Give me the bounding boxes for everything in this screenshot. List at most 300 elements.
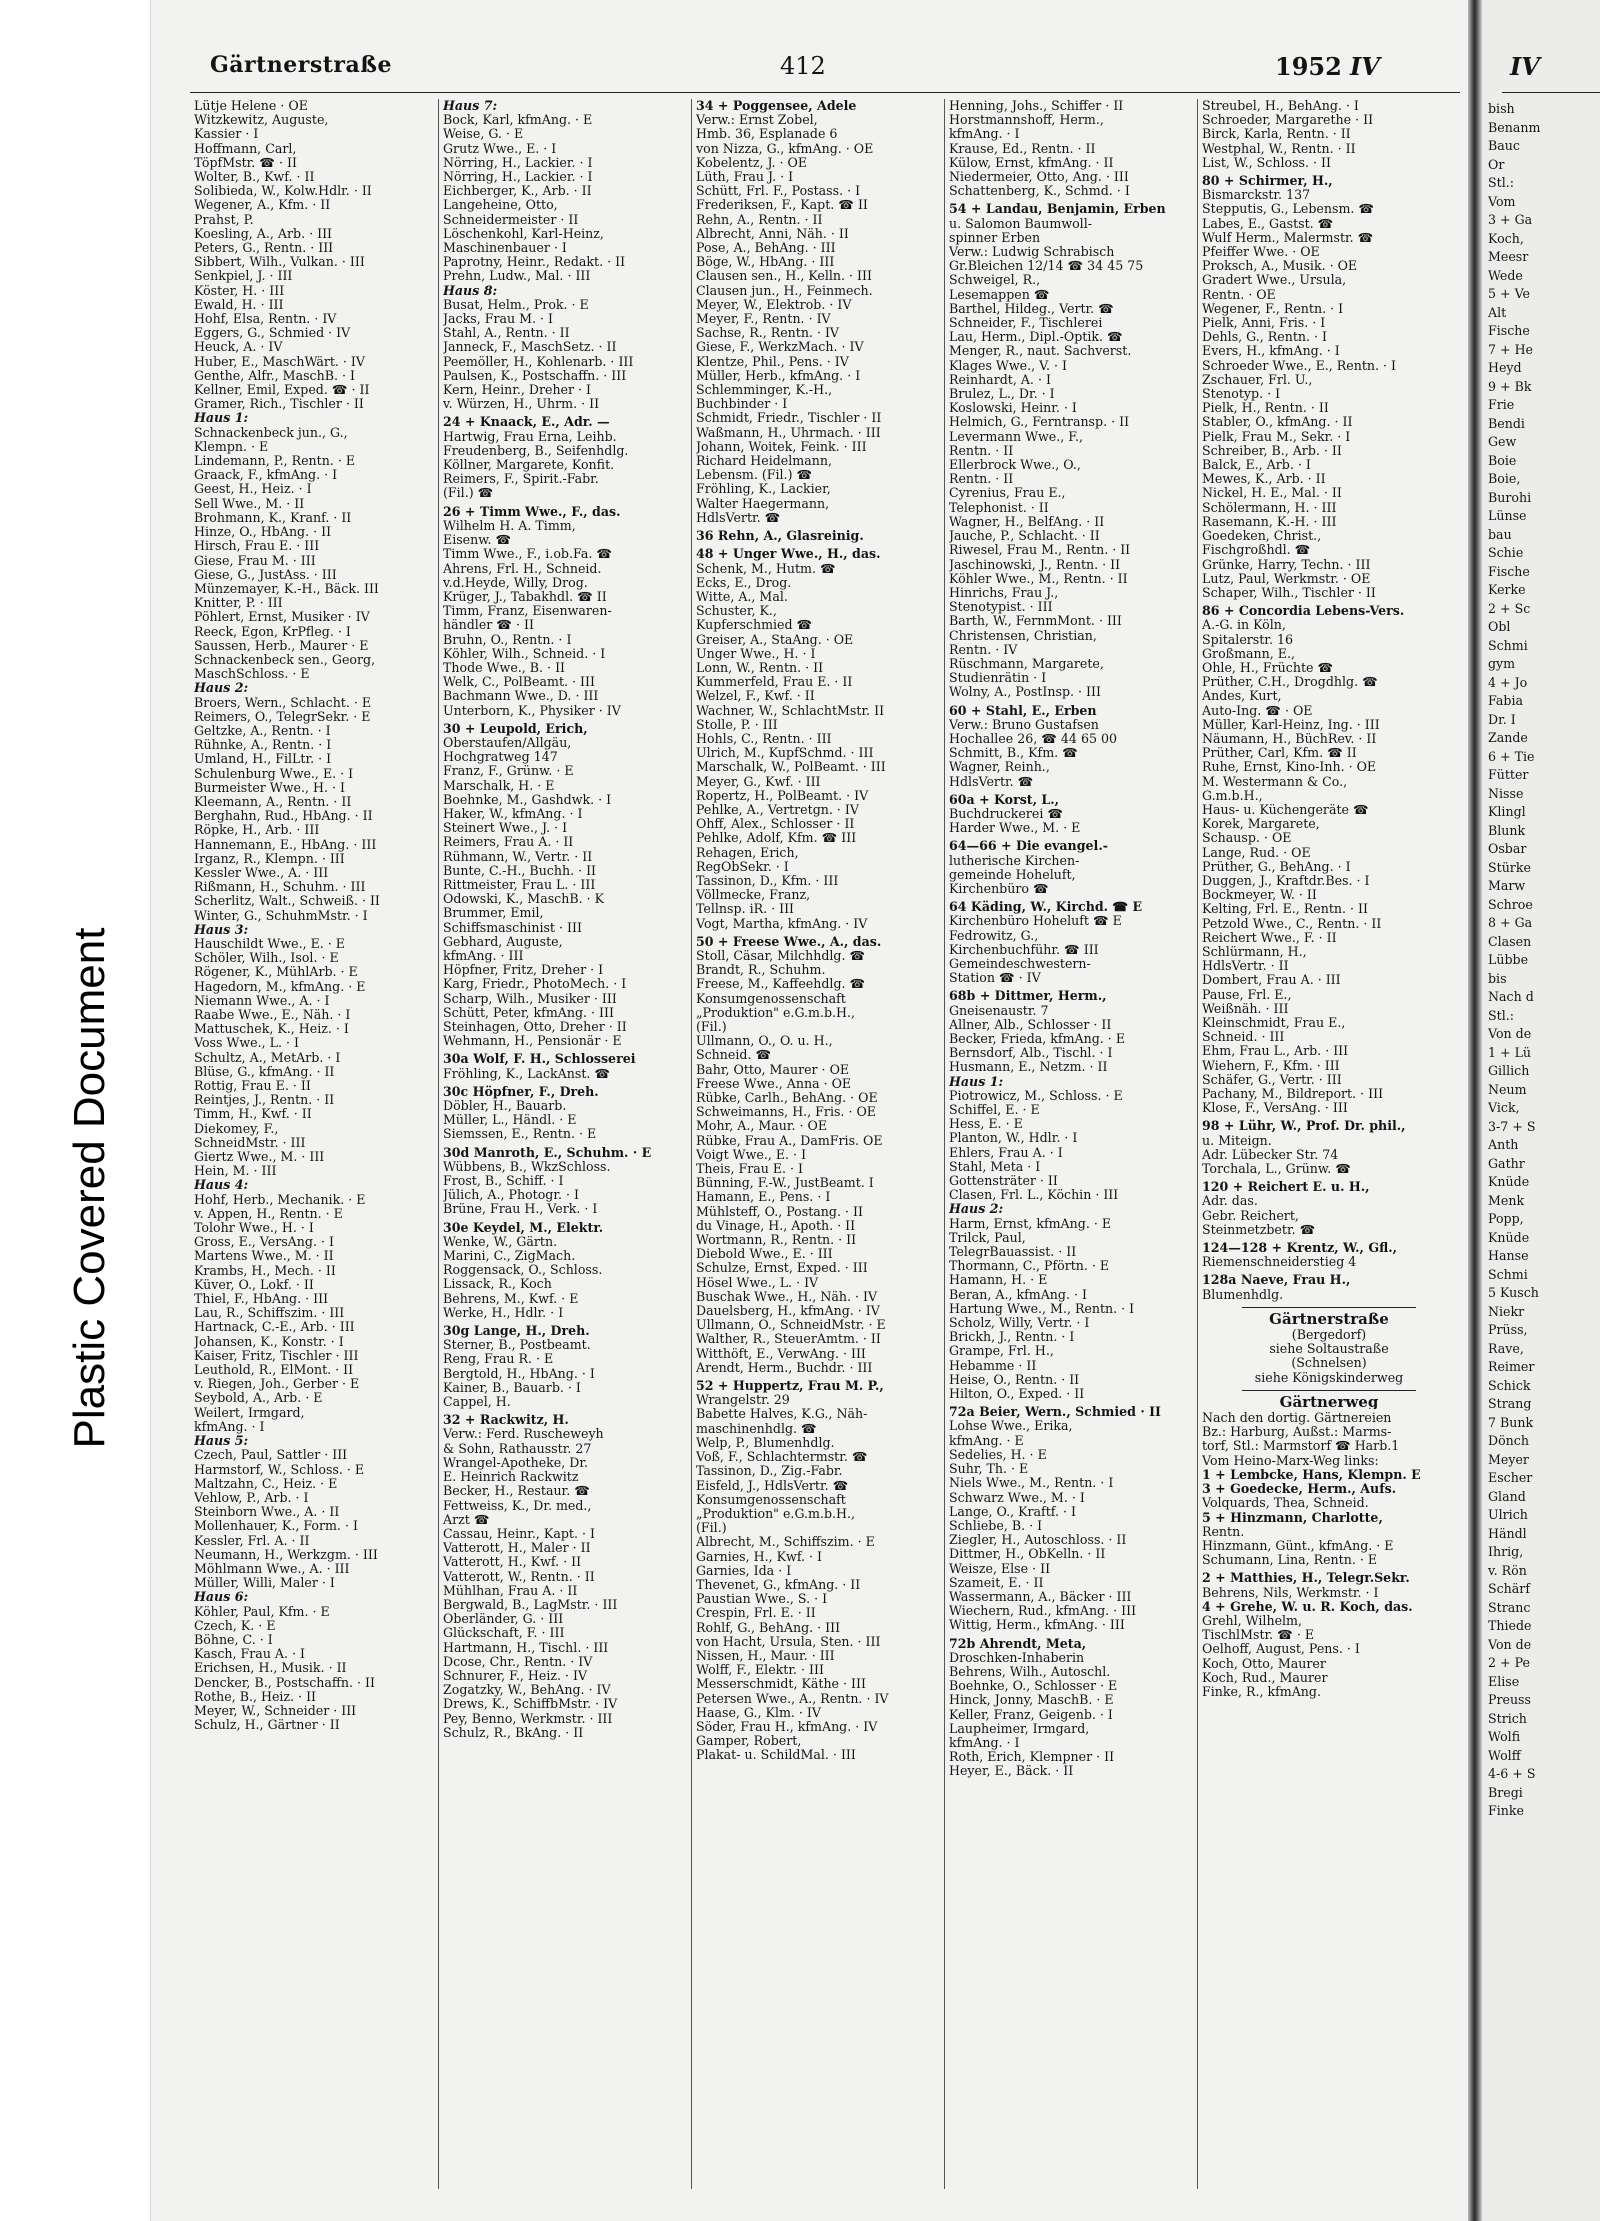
resident-entry: Heise, O., Rentn. · II — [949, 1372, 1080, 1387]
resident-entry: Verw.: Bruno Gustafsen — [949, 717, 1099, 732]
resident-entry: Marini, C., ZigMach. — [443, 1249, 576, 1264]
resident-entry: Hohls, C., Rentn. · III — [696, 731, 832, 746]
adjacent-page-fragment: Knüde — [1488, 1174, 1530, 1189]
resident-entry: Schaper, Wilh., Tischler · II — [1202, 585, 1376, 600]
house-number-entry: 30g Lange, H., Dreh. — [443, 1324, 590, 1339]
resident-entry: Gamper, Robert, — [696, 1734, 802, 1749]
resident-entry: Riemenschneiderstieg 4 — [1202, 1255, 1357, 1270]
house-number-entry: 32 + Rackwitz, H. — [443, 1413, 569, 1428]
resident-entry: Torchala, L., Grünw. ☎ — [1202, 1162, 1351, 1177]
resident-entry: Schöler, Wilh., Isol. · E — [194, 951, 339, 966]
resident-entry: Stahl, A., Rentn. · II — [443, 326, 570, 341]
adjacent-page-fragment: Gathr — [1488, 1155, 1525, 1171]
resident-entry: Odowski, K., MaschB. · K — [443, 892, 605, 907]
adjacent-page-fragment: Meyer — [1488, 1451, 1529, 1467]
resident-entry: Berghahn, Rud., HbAng. · II — [194, 809, 373, 824]
resident-entry: Stahl, Meta · I — [949, 1159, 1041, 1174]
resident-entry: Maschinenbauer · I — [443, 241, 567, 256]
house-number-entry: 1 + Lembcke, Hans, Klempn. E — [1202, 1467, 1421, 1482]
resident-entry: Goedeken, Christ., — [1202, 529, 1322, 544]
resident-entry: Pehlke, Adolf, Kfm. ☎ III — [696, 831, 857, 846]
resident-entry: Rottig, Frau E. · II — [194, 1079, 311, 1094]
resident-entry: Wagner, Reinh., — [949, 760, 1050, 775]
resident-entry: Wolter, B., Kwf. · II — [194, 170, 315, 185]
resident-entry: u. Salomon Baumwoll- — [949, 216, 1092, 231]
resident-entry: Wegener, A., Kfm. · II — [194, 198, 331, 213]
resident-entry: Suhr, Th. · E — [949, 1462, 1029, 1477]
resident-entry: Barthel, Hildeg., Vertr. ☎ — [949, 301, 1114, 316]
resident-entry: kfmAng. · I — [949, 127, 1020, 142]
resident-entry: Adr. das. — [1202, 1194, 1258, 1209]
resident-entry: Thode Wwe., B. · II — [443, 660, 566, 675]
resident-entry: Voß, F., Schlachtermstr. ☎ — [696, 1450, 868, 1465]
adjacent-page-text — [1488, 100, 1600, 2210]
adjacent-page-fragment: Menk — [1488, 1192, 1525, 1208]
page-number: 412 — [780, 52, 826, 80]
resident-entry: Allner, Alb., Schlosser · II — [949, 1017, 1112, 1032]
street-reference: siehe Königskinderweg — [1254, 1370, 1404, 1385]
directory-column-4 — [944, 99, 1197, 2189]
resident-entry: u. Miteign. — [1202, 1133, 1272, 1148]
house-subheading: Haus 2: — [194, 681, 249, 696]
adjacent-page-fragment: 1 + Lü — [1488, 1044, 1532, 1060]
resident-entry: Kirchenbüro ☎ — [949, 881, 1049, 896]
resident-entry: (Fil.) — [696, 1521, 727, 1536]
adjacent-page-fragment: Fabia — [1488, 693, 1523, 708]
resident-entry: Schwarz Wwe., M. · I — [949, 1490, 1085, 1505]
left-margin — [0, 0, 151, 2221]
resident-entry: Menger, R., naut. Sachverst. — [949, 344, 1132, 359]
resident-entry: Schnackenbeck sen., Georg, — [194, 652, 376, 667]
resident-entry: Scholz, Willy, Vertr. · I — [949, 1316, 1090, 1331]
resident-entry: Voigt Wwe., E. · I — [696, 1147, 807, 1162]
directory-column-1 — [190, 99, 438, 2189]
resident-entry: Weise, G. · E — [443, 127, 524, 142]
resident-entry: Krüger, J., Tabakhdl. ☎ II — [443, 589, 607, 604]
resident-entry: Czech, Paul, Sattler · III — [194, 1448, 348, 1463]
resident-entry: kfmAng. · I — [194, 1419, 265, 1434]
directory-column-5 — [1197, 99, 1460, 2189]
resident-entry: Meyer, F., Rentn. · IV — [696, 312, 831, 327]
resident-entry: Münzemayer, K.-H., Bäck. III — [194, 581, 379, 596]
resident-entry: Gross, E., VersAng. · I — [194, 1235, 334, 1250]
resident-entry: Welk, C., PolBeamt. · III — [443, 675, 595, 690]
resident-entry: Piotrowicz, M., Schloss. · E — [949, 1088, 1123, 1103]
adjacent-page-fragment: Wolff — [1488, 1747, 1521, 1763]
resident-entry: Gr.Bleichen 12/14 ☎ 34 45 75 — [949, 259, 1144, 274]
resident-entry: Müller, Herb., kfmAng. · I — [696, 368, 861, 383]
resident-entry: Lange, Rud. · OE — [1202, 845, 1311, 860]
resident-entry: Sell Wwe., M. · II — [194, 496, 305, 511]
house-number-entry: 34 + Poggensee, Adele — [696, 99, 857, 113]
resident-entry: Buchbinder · I — [696, 397, 788, 412]
resident-entry: Schreiber, B., Arb. · II — [1202, 443, 1342, 458]
resident-entry: Marschalk, H. · E — [443, 778, 555, 793]
resident-entry: Meyer, W., Schneider · III — [194, 1703, 357, 1718]
resident-entry: Diebold Wwe., E. · III — [696, 1247, 833, 1262]
house-number-entry: 26 + Timm Wwe., F., das. — [443, 504, 621, 519]
adjacent-page-fragment: Prüss, — [1488, 1322, 1528, 1337]
house-number-entry: 3 + Goedecke, Herm., Aufs. — [1202, 1482, 1397, 1497]
resident-entry: Pielk, Anni, Fris. · I — [1202, 316, 1326, 331]
resident-entry: Tassinon, D., Kfm. · III — [696, 873, 839, 888]
resident-entry: Pose, A., BehAng. · III — [696, 241, 836, 256]
resident-entry: Grutz Wwe., E. · I — [443, 141, 557, 156]
resident-entry: Löschenkohl, Karl-Heinz, — [443, 226, 604, 241]
resident-entry: Köster, H. · III — [194, 283, 285, 298]
adjacent-page-fragment: Gland — [1488, 1488, 1526, 1504]
resident-entry: Dittmer, H., ObKelln. · II — [949, 1547, 1106, 1562]
resident-entry: Reinhardt, A. · I — [949, 372, 1051, 387]
adjacent-page-fragment: Wolfi — [1488, 1729, 1521, 1744]
resident-entry: Schnurer, F., Heiz. · IV — [443, 1668, 588, 1683]
resident-entry: Lebensm. (Fil.) ☎ — [696, 468, 813, 483]
resident-entry: Barth, W., FernmMont. · III — [949, 614, 1122, 629]
resident-entry: HdlsVertr. ☎ — [696, 510, 781, 525]
adjacent-page-fragment: Blunk — [1488, 822, 1526, 838]
resident-entry: TelegrBauassist. · II — [949, 1245, 1077, 1260]
resident-entry: Thevenet, G., kfmAng. · II — [696, 1577, 861, 1592]
resident-entry: Sibbert, Wilh., Vulkan. · III — [194, 255, 365, 270]
resident-entry: Krause, Ed., Rentn. · II — [949, 141, 1096, 156]
resident-entry: Station ☎ · IV — [949, 971, 1041, 986]
house-number-entry: 80 + Schirmer, H., — [1202, 174, 1333, 189]
resident-entry: Köllner, Margarete, Konfit. — [443, 458, 615, 473]
resident-entry: Kummerfeld, Frau E. · II — [696, 675, 853, 690]
resident-entry: Vehlow, P., Arb. · I — [194, 1490, 309, 1505]
resident-entry: Schmitt, B., Kfm. ☎ — [949, 746, 1078, 761]
directory-column-2 — [438, 99, 691, 2189]
adjacent-page-fragment: 6 + Tie — [1488, 748, 1535, 764]
resident-entry: Winter, G., SchuhmMstr. · I — [194, 908, 368, 923]
plastic-covered-stamp: Plastic Covered Document — [65, 927, 114, 1449]
resident-entry: Hirsch, Frau E. · III — [194, 539, 320, 554]
resident-entry: Welzel, F., Kwf. · II — [696, 689, 815, 704]
resident-entry: Heyer, E., Bäck. · II — [949, 1764, 1074, 1779]
adjacent-page-fragment: 9 + Bk — [1488, 378, 1532, 394]
resident-entry: Rentn. · II — [949, 472, 1014, 487]
resident-entry: Rehn, A., Rentn. · II — [696, 212, 823, 227]
resident-entry: Klose, F., VersAng. · III — [1202, 1101, 1348, 1116]
resident-entry: Hmb. 36, Esplanade 6 — [696, 127, 838, 142]
resident-entry: Adr. Lübecker Str. 74 — [1202, 1147, 1339, 1162]
adjacent-page-fragment: Ihrig, — [1488, 1544, 1524, 1559]
resident-entry: Roggensack, O., Schloss. — [443, 1263, 603, 1278]
resident-entry: Gramer, Rich., Tischler · II — [194, 397, 364, 412]
resident-entry: Schroeder Wwe., E., Rentn. · I — [1202, 358, 1396, 373]
adjacent-page-fragment: Schick — [1488, 1377, 1531, 1393]
resident-entry: Schattenberg, K., Schmd. · I — [949, 184, 1130, 199]
resident-entry: Weisze, Else · II — [949, 1561, 1051, 1576]
adjacent-page-fragment: Boie, — [1488, 471, 1521, 486]
resident-entry: Wagner, H., BelfAng. · II — [949, 514, 1105, 529]
resident-entry: kfmAng. · III — [443, 948, 524, 963]
resident-entry: Kassier · I — [194, 127, 259, 142]
resident-entry: M. Westermann & Co., — [1202, 774, 1348, 789]
resident-entry: Grünke, Harry, Techn. · III — [1202, 557, 1371, 572]
resident-entry: Wilhelm H. A. Timm, — [443, 518, 576, 533]
resident-entry: Labes, E., Gastst. ☎ — [1202, 216, 1334, 231]
resident-entry: Freese Wwe., Anna · OE — [696, 1076, 852, 1091]
resident-entry: Freese, M., Kaffeehdlg. ☎ — [696, 977, 866, 992]
resident-entry: Schroeder, Margarethe · II — [1202, 113, 1374, 128]
resident-entry: (Fil.) — [696, 1020, 727, 1034]
resident-entry: Ecks, E., Drog. — [696, 575, 792, 590]
house-subheading: Haus 1: — [194, 411, 249, 426]
resident-entry: Bunte, C.-H., Buchh. · II — [443, 863, 597, 878]
adjacent-page-fragment: Fische — [1488, 563, 1530, 579]
resident-entry: Diekomey, F., — [194, 1121, 279, 1136]
resident-entry: Schulz, R., BkAng. · II — [443, 1725, 584, 1740]
resident-entry: Koslowski, Heinr. · I — [949, 401, 1077, 416]
resident-entry: v.d.Heyde, Willy, Drog. — [443, 575, 588, 590]
resident-entry: Hösel Wwe., L. · IV — [696, 1275, 819, 1290]
resident-entry: Bruhn, O., Rentn. · I — [443, 632, 572, 647]
resident-entry: Schiffel, E. · E — [949, 1103, 1040, 1118]
resident-entry: Giertz Wwe., M. · III — [194, 1150, 325, 1165]
resident-entry: Schölermann, H. · III — [1202, 500, 1337, 515]
resident-entry: Oberstaufen/Allgäu, — [443, 735, 572, 750]
resident-entry: Volquards, Thea, Schneid. — [1202, 1496, 1369, 1511]
house-number-entry: 50 + Freese Wwe., A., das. — [696, 934, 882, 949]
resident-entry: Ruhe, Ernst, Kino-Inh. · OE — [1202, 760, 1377, 775]
resident-entry: Lange, O., Kraftf. · I — [949, 1504, 1076, 1519]
adjacent-page-fragment: Neum — [1488, 1081, 1527, 1097]
resident-entry: Rögener, K., MühlArb. · E — [194, 965, 358, 980]
resident-entry: Johann, Woitek, Feink. · III — [696, 439, 867, 454]
resident-entry: Walther, R., SteuerAmtm. · II — [696, 1332, 881, 1347]
resident-entry: Johansen, K., Konstr. · I — [194, 1334, 344, 1349]
section-rule — [1242, 1307, 1416, 1308]
resident-entry: Hartmann, H., Tischl. · III — [443, 1640, 609, 1655]
resident-entry: Paulsen, K., Postschaffn. · III — [443, 368, 627, 383]
resident-entry: Vatterott, H., Maler · II — [443, 1541, 591, 1556]
resident-entry: Bernsdorf, Alb., Tischl. · I — [949, 1046, 1113, 1061]
house-number-entry: 98 + Lühr, W., Prof. Dr. phil., — [1202, 1119, 1406, 1134]
resident-entry: Irganz, R., Klempn. · III — [194, 851, 345, 866]
resident-entry: Nickel, H. E., Mal. · II — [1202, 486, 1342, 501]
adjacent-page-fragment: 2 + Sc — [1488, 600, 1531, 616]
resident-entry: Rentn. · II — [949, 443, 1014, 458]
resident-entry: Steinmetzbetr. ☎ — [1202, 1222, 1316, 1237]
resident-entry: Rothe, B., Heiz. · II — [194, 1689, 317, 1704]
resident-entry: Geltzke, A., Rentn. · I — [194, 723, 331, 738]
resident-entry: Kasch, Frau A. · I — [194, 1647, 306, 1662]
resident-entry: Stepputis, G., Lebensm. ☎ — [1202, 202, 1375, 217]
resident-entry: Nach den dortig. Gärtnereien — [1202, 1411, 1392, 1426]
resident-entry: Scharp, Wilh., Musiker · III — [443, 991, 617, 1006]
house-number-entry: 36 Rehn, A., Glasreinig. — [696, 529, 864, 544]
resident-entry: Ellerbrock Wwe., O., — [949, 458, 1081, 473]
house-subheading: Haus 2: — [949, 1202, 1004, 1217]
resident-entry: Lau, R., Schiffszim. · III — [194, 1306, 345, 1321]
house-number-entry: 60 + Stahl, E., Erben — [949, 703, 1097, 718]
resident-entry: Pachany, M., Bildreport. · III — [1202, 1087, 1384, 1102]
resident-entry: Fischgroßhdl. ☎ — [1202, 543, 1311, 558]
resident-entry: Tassinon, D., Zig.-Fabr. — [696, 1464, 843, 1479]
adjacent-page-fragment: Lübbe — [1488, 952, 1529, 967]
adjacent-page-fragment: Vick, — [1488, 1100, 1520, 1115]
resident-entry: Ohle, H., Früchte ☎ — [1202, 660, 1334, 675]
resident-entry: Dehls, G., Rentn. · I — [1202, 330, 1327, 345]
adjacent-page-fragment: Preuss — [1488, 1692, 1531, 1707]
directory-column-3 — [691, 99, 944, 2189]
resident-entry: HdlsVertr. ☎ — [949, 774, 1034, 789]
resident-entry: Nörring, H., Lackier. · I — [443, 170, 593, 185]
resident-entry: Kleinschmidt, Frau E., — [1202, 1016, 1346, 1030]
resident-entry: Schütt, Peter, kfmAng. · III — [443, 1005, 614, 1020]
resident-entry: v. Appen, H., Rentn. · E — [194, 1206, 343, 1221]
resident-entry: Ahrens, Frl. H., Schneid. — [443, 561, 602, 576]
resident-entry: Waßmann, H., Uhrmach. · III — [696, 425, 881, 440]
resident-entry: Prüther, Carl, Kfm. ☎ II — [1202, 746, 1357, 761]
resident-entry: RegObSekr. · I — [696, 859, 789, 874]
resident-entry: G.m.b.H., — [1202, 788, 1263, 803]
resident-entry: Prüther, G., BehAng. · I — [1202, 859, 1351, 874]
resident-entry: Mühlsteff, O., Postang. · II — [696, 1204, 863, 1219]
adjacent-page-fragment: Strang — [1488, 1396, 1532, 1411]
resident-entry: Hochallee 26, ☎ 44 65 00 — [949, 731, 1118, 746]
house-subheading: Haus 8: — [443, 283, 498, 298]
adjacent-page-fragment: Kerke — [1488, 582, 1526, 597]
resident-entry: Bismarckstr. 137 — [1202, 188, 1311, 203]
resident-entry: Laupheimer, Irmgard, — [949, 1721, 1090, 1736]
resident-entry: Böge, W., HbAng. · III — [696, 255, 835, 270]
adjacent-page-fragment: Schärf — [1488, 1581, 1530, 1596]
adjacent-page-fragment: Clasen — [1488, 933, 1532, 949]
resident-entry: Greiser, A., StaAng. · OE — [696, 632, 854, 647]
resident-entry: Frederiksen, F., Kapt. ☎ II — [696, 198, 868, 213]
resident-entry: Schütt, Frl. F., Postass. · I — [696, 184, 861, 199]
resident-entry: Stolle, P. · III — [696, 717, 778, 732]
resident-entry: Dcose, Chr., Rentn. · IV — [443, 1654, 593, 1669]
resident-entry: Hinze, O., HbAng. · II — [194, 525, 332, 540]
resident-entry: A.-G. in Köln, — [1202, 618, 1286, 633]
resident-entry: Jaschinowski, J., Rentn. · II — [949, 557, 1121, 572]
resident-entry: Genthe, Alfr., MaschB. · I — [194, 368, 355, 383]
resident-entry: Wrangel-Apotheke, Dr. — [443, 1455, 589, 1470]
adjacent-page-fragment: Burohi — [1488, 489, 1532, 505]
house-number-entry: 2 + Matthies, H., Telegr.Sekr. — [1202, 1571, 1410, 1586]
adjacent-page-fragment: 2 + Pe — [1488, 1655, 1530, 1670]
resident-entry: Schulz, H., Gärtner · II — [194, 1718, 340, 1733]
resident-entry: Wübbens, B., WkzSchloss. — [443, 1159, 611, 1174]
resident-entry: Wehmann, H., Pensionär · E — [443, 1034, 622, 1049]
adjacent-page-fragment: Bauc — [1488, 138, 1520, 153]
resident-entry: Trilck, Paul, — [949, 1230, 1026, 1245]
resident-entry: Petersen Wwe., A., Rentn. · IV — [696, 1691, 889, 1706]
resident-entry: kfmAng. · E — [949, 1433, 1024, 1448]
resident-entry: Reng, Frau R. · E — [443, 1352, 554, 1367]
house-number-entry: 128a Naeve, Frau H., — [1202, 1273, 1351, 1288]
adjacent-page-fragment: Escher — [1488, 1470, 1533, 1485]
house-number-entry: 72b Ahrendt, Meta, — [949, 1636, 1087, 1651]
resident-entry: Wegener, F., Rentn. · I — [1202, 301, 1344, 316]
resident-entry: Tellnsp. iR. · III — [696, 902, 795, 917]
resident-entry: Grampe, Frl. H., — [949, 1344, 1054, 1359]
resident-entry: Bock, Karl, kfmAng. · E — [443, 113, 593, 128]
resident-entry: Janneck, F., MaschSetz. · II — [443, 340, 617, 355]
resident-entry: Studienrätin · I — [949, 671, 1047, 686]
resident-entry: Lutz, Paul, Werkmstr. · OE — [1202, 571, 1371, 586]
house-number-entry: 72a Beier, Wern., Schmied · II — [949, 1405, 1161, 1420]
resident-entry: Henning, Johs., Schiffer · II — [949, 99, 1124, 113]
resident-entry: Stenotyp. · I — [1202, 387, 1281, 402]
adjacent-page-fragment: Popp, — [1488, 1211, 1524, 1226]
resident-entry: Schliebe, B. · I — [949, 1518, 1043, 1533]
header-year: 1952 — [1275, 52, 1342, 81]
resident-entry: Pey, Benno, Werkmstr. · III — [443, 1711, 613, 1726]
resident-entry: v. Würzen, H., Uhrm. · II — [443, 397, 600, 412]
adjacent-page-section: IV — [1510, 52, 1540, 81]
resident-entry: Unterborn, K., Physiker · IV — [443, 703, 621, 718]
adjacent-page-fragment: 5 + Ve — [1488, 286, 1530, 301]
resident-entry: Tolohr Wwe., H. · I — [194, 1221, 314, 1236]
resident-entry: Pielk, Frau M., Sekr. · I — [1202, 429, 1351, 444]
resident-entry: Czech, K. · E — [194, 1618, 276, 1633]
resident-entry: Schmidt, Friedr., Tischler · II — [696, 411, 882, 426]
resident-entry: Hannemann, E., HbAng. · III — [194, 837, 377, 852]
adjacent-page-fragment: Dönch — [1488, 1433, 1529, 1448]
adjacent-page-fragment: Ulrich — [1488, 1507, 1528, 1522]
resident-entry: Großmann, E., — [1202, 646, 1295, 661]
adjacent-page-fragment: Klingl — [1488, 804, 1526, 819]
resident-entry: Pause, Frl. E., — [1202, 987, 1292, 1002]
resident-entry: Steinert Wwe., J. · I — [443, 821, 568, 836]
house-subheading: Haus 1: — [949, 1074, 1004, 1089]
resident-entry: Geest, H., Heiz. · I — [194, 482, 312, 497]
resident-entry: TischlMstr. ☎ · E — [1202, 1628, 1315, 1643]
resident-entry: Koch, Rud., Maurer — [1202, 1670, 1328, 1685]
resident-entry: Jülich, A., Photogr. · I — [443, 1188, 579, 1203]
adjacent-page-fragment: Stl.: — [1488, 175, 1514, 190]
adjacent-page-fragment: Finke — [1488, 1803, 1524, 1818]
resident-entry: Schultz, A., MetArb. · I — [194, 1050, 341, 1065]
resident-entry: Verw.: Ernst Zobel, — [696, 113, 818, 128]
resident-entry: Becker, Frieda, kfmAng. · E — [949, 1032, 1126, 1046]
resident-entry: Lau, Herm., Dipl.-Optik. ☎ — [949, 330, 1123, 345]
resident-entry: Rentn. · IV — [949, 642, 1018, 657]
house-number-entry: 30c Höpfner, F., Dreh. — [443, 1084, 599, 1099]
resident-entry: Rübke, Frau A., DamFris. OE — [696, 1133, 883, 1148]
resident-entry: Cassau, Heinr., Kapt. · I — [443, 1526, 595, 1541]
resident-entry: Schnackenbeck jun., G., — [194, 425, 348, 440]
resident-entry: Verw.: Ludwig Schrabisch — [949, 245, 1115, 260]
resident-entry: Schumann, Lina, Rentn. · E — [1202, 1553, 1378, 1568]
house-subheading: Haus 6: — [194, 1590, 249, 1605]
resident-entry: Kleemann, A., Rentn. · II — [194, 794, 352, 809]
street-heading: Gärtnerweg — [1279, 1394, 1379, 1410]
resident-entry: Busat, Helm., Prok. · E — [443, 297, 589, 312]
adjacent-page-fragment: bis — [1488, 970, 1507, 986]
resident-entry: Knitter, P. · III — [194, 596, 283, 611]
resident-entry: Kern, Heinr., Dreher · I — [443, 383, 592, 398]
resident-entry: Unger Wwe., H. · I — [696, 646, 816, 661]
adjacent-page-fragment: Nisse — [1488, 785, 1524, 801]
resident-entry: Graack, F., kfmAng. · I — [194, 468, 338, 483]
resident-entry: Brulez, L., Dr. · I — [949, 387, 1055, 402]
resident-entry: Küver, O., Lokf. · II — [194, 1277, 314, 1292]
resident-entry: Pfeiffer Wwe. · OE — [1202, 245, 1320, 260]
adjacent-page-fragment: Koch, — [1488, 230, 1524, 246]
house-number-entry: 4 + Grehe, W. u. R. Koch, das. — [1202, 1599, 1413, 1614]
resident-entry: Crespin, Frl. E. · II — [696, 1606, 816, 1621]
resident-entry: Weißnäh. · III — [1202, 1001, 1289, 1016]
resident-entry: Witzkewitz, Auguste, — [194, 113, 329, 128]
resident-entry: Ulrich, M., KupfSchmd. · III — [696, 746, 874, 761]
resident-entry: Ullmann, O., O. u. H., — [696, 1034, 833, 1049]
resident-entry: Schenk, M., Hutm. ☎ — [696, 561, 836, 576]
